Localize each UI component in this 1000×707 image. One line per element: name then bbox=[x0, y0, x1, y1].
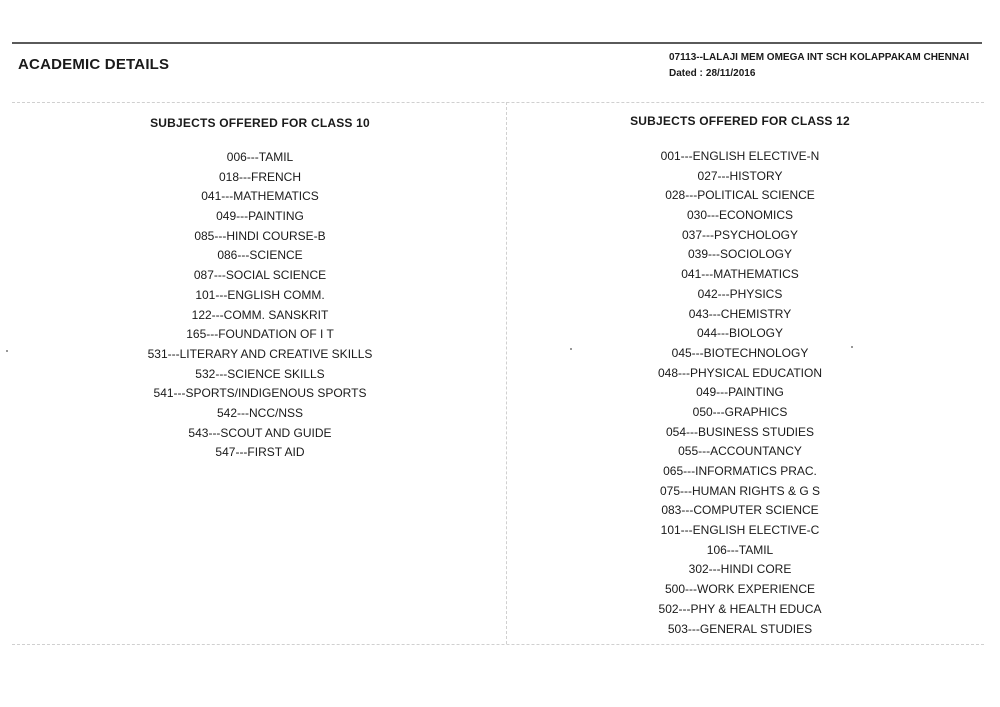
subject-item: 049---PAINTING bbox=[216, 209, 304, 224]
subject-item: 165---FOUNDATION OF I T bbox=[186, 327, 334, 342]
class-12-section bbox=[590, 113, 890, 639]
divider-top bbox=[12, 102, 984, 103]
subject-item: 055---ACCOUNTANCY bbox=[678, 444, 802, 459]
class-12-heading: SUBJECTS OFFERED FOR CLASS 12 bbox=[630, 114, 850, 128]
dated-value: 28/11/2016 bbox=[705, 68, 756, 79]
subject-item: 502---PHY & HEALTH EDUCA bbox=[658, 601, 822, 616]
subject-item: 085---HINDI COURSE-B bbox=[194, 228, 326, 243]
subject-item: 547---FIRST AID bbox=[215, 445, 305, 460]
school-name: 07113--LALAJI MEM OMEGA INT SCH KOLAPPAKAM CHENNAI bbox=[669, 52, 970, 63]
subject-item: 027---HISTORY bbox=[697, 168, 783, 183]
subject-item: 302---HINDI CORE bbox=[688, 562, 792, 577]
scan-speck bbox=[6, 350, 8, 352]
top-rule bbox=[12, 42, 982, 44]
dated-line bbox=[669, 68, 755, 79]
subject-item: 030---ECONOMICS bbox=[686, 208, 793, 223]
class-10-heading: SUBJECTS OFFERED FOR CLASS 10 bbox=[150, 116, 370, 130]
subject-item: 050---GRAPHICS bbox=[692, 404, 788, 419]
subject-item: 041---MATHEMATICS bbox=[681, 267, 799, 282]
class-10-subject-list bbox=[110, 148, 410, 463]
subject-item: 500---WORK EXPERIENCE bbox=[664, 582, 816, 597]
subject-item: 041---MATHEMATICS bbox=[201, 189, 319, 204]
subject-item: 086---SCIENCE bbox=[217, 248, 303, 263]
scan-speck bbox=[570, 348, 572, 350]
class-10-section bbox=[110, 113, 410, 463]
subject-item: 044---BIOLOGY bbox=[696, 326, 784, 341]
subject-item: 028---POLITICAL SCIENCE bbox=[665, 188, 815, 203]
subject-item: 503---GENERAL STUDIES bbox=[667, 621, 813, 636]
subject-item: 083---COMPUTER SCIENCE bbox=[661, 503, 819, 518]
subject-item: 541---SPORTS/INDIGENOUS SPORTS bbox=[153, 386, 367, 401]
page-title: ACADEMIC DETAILS bbox=[18, 56, 170, 73]
subject-item: 101---ENGLISH ELECTIVE-C bbox=[660, 523, 820, 538]
subject-item: 106---TAMIL bbox=[706, 542, 774, 557]
subject-item: 542---NCC/NSS bbox=[216, 405, 303, 420]
subject-item: 042---PHYSICS bbox=[697, 286, 783, 301]
scan-speck bbox=[851, 346, 853, 348]
divider-vertical bbox=[506, 102, 507, 644]
subject-item: 122---COMM. SANSKRIT bbox=[191, 307, 329, 322]
subject-item: 018---FRENCH bbox=[218, 169, 301, 184]
subject-item: 045---BIOTECHNOLOGY bbox=[671, 345, 809, 360]
subject-item: 001---ENGLISH ELECTIVE-N bbox=[660, 149, 820, 163]
subject-item: 543---SCOUT AND GUIDE bbox=[188, 425, 332, 440]
subject-item: 101---ENGLISH COMM. bbox=[195, 287, 325, 302]
subject-item: 043---CHEMISTRY bbox=[688, 306, 792, 321]
subject-item: 039---SOCIOLOGY bbox=[687, 247, 793, 262]
subject-item: 006---TAMIL bbox=[226, 150, 294, 164]
subject-item: 054---BUSINESS STUDIES bbox=[665, 424, 815, 439]
class-12-subject-list bbox=[590, 147, 890, 639]
divider-bottom bbox=[12, 644, 984, 645]
subject-item: 049---PAINTING bbox=[696, 385, 784, 400]
subject-item: 037---PSYCHOLOGY bbox=[681, 227, 799, 242]
subject-item: 531---LITERARY AND CREATIVE SKILLS bbox=[147, 346, 373, 361]
subject-item: 075---HUMAN RIGHTS & G S bbox=[659, 483, 821, 498]
subject-item: 048---PHYSICAL EDUCATION bbox=[657, 365, 823, 380]
subject-item: 065---INFORMATICS PRAC. bbox=[663, 464, 817, 478]
subject-item: 532---SCIENCE SKILLS bbox=[195, 366, 325, 381]
dated-label: Dated : bbox=[669, 68, 703, 79]
subject-item: 087---SOCIAL SCIENCE bbox=[193, 268, 327, 283]
